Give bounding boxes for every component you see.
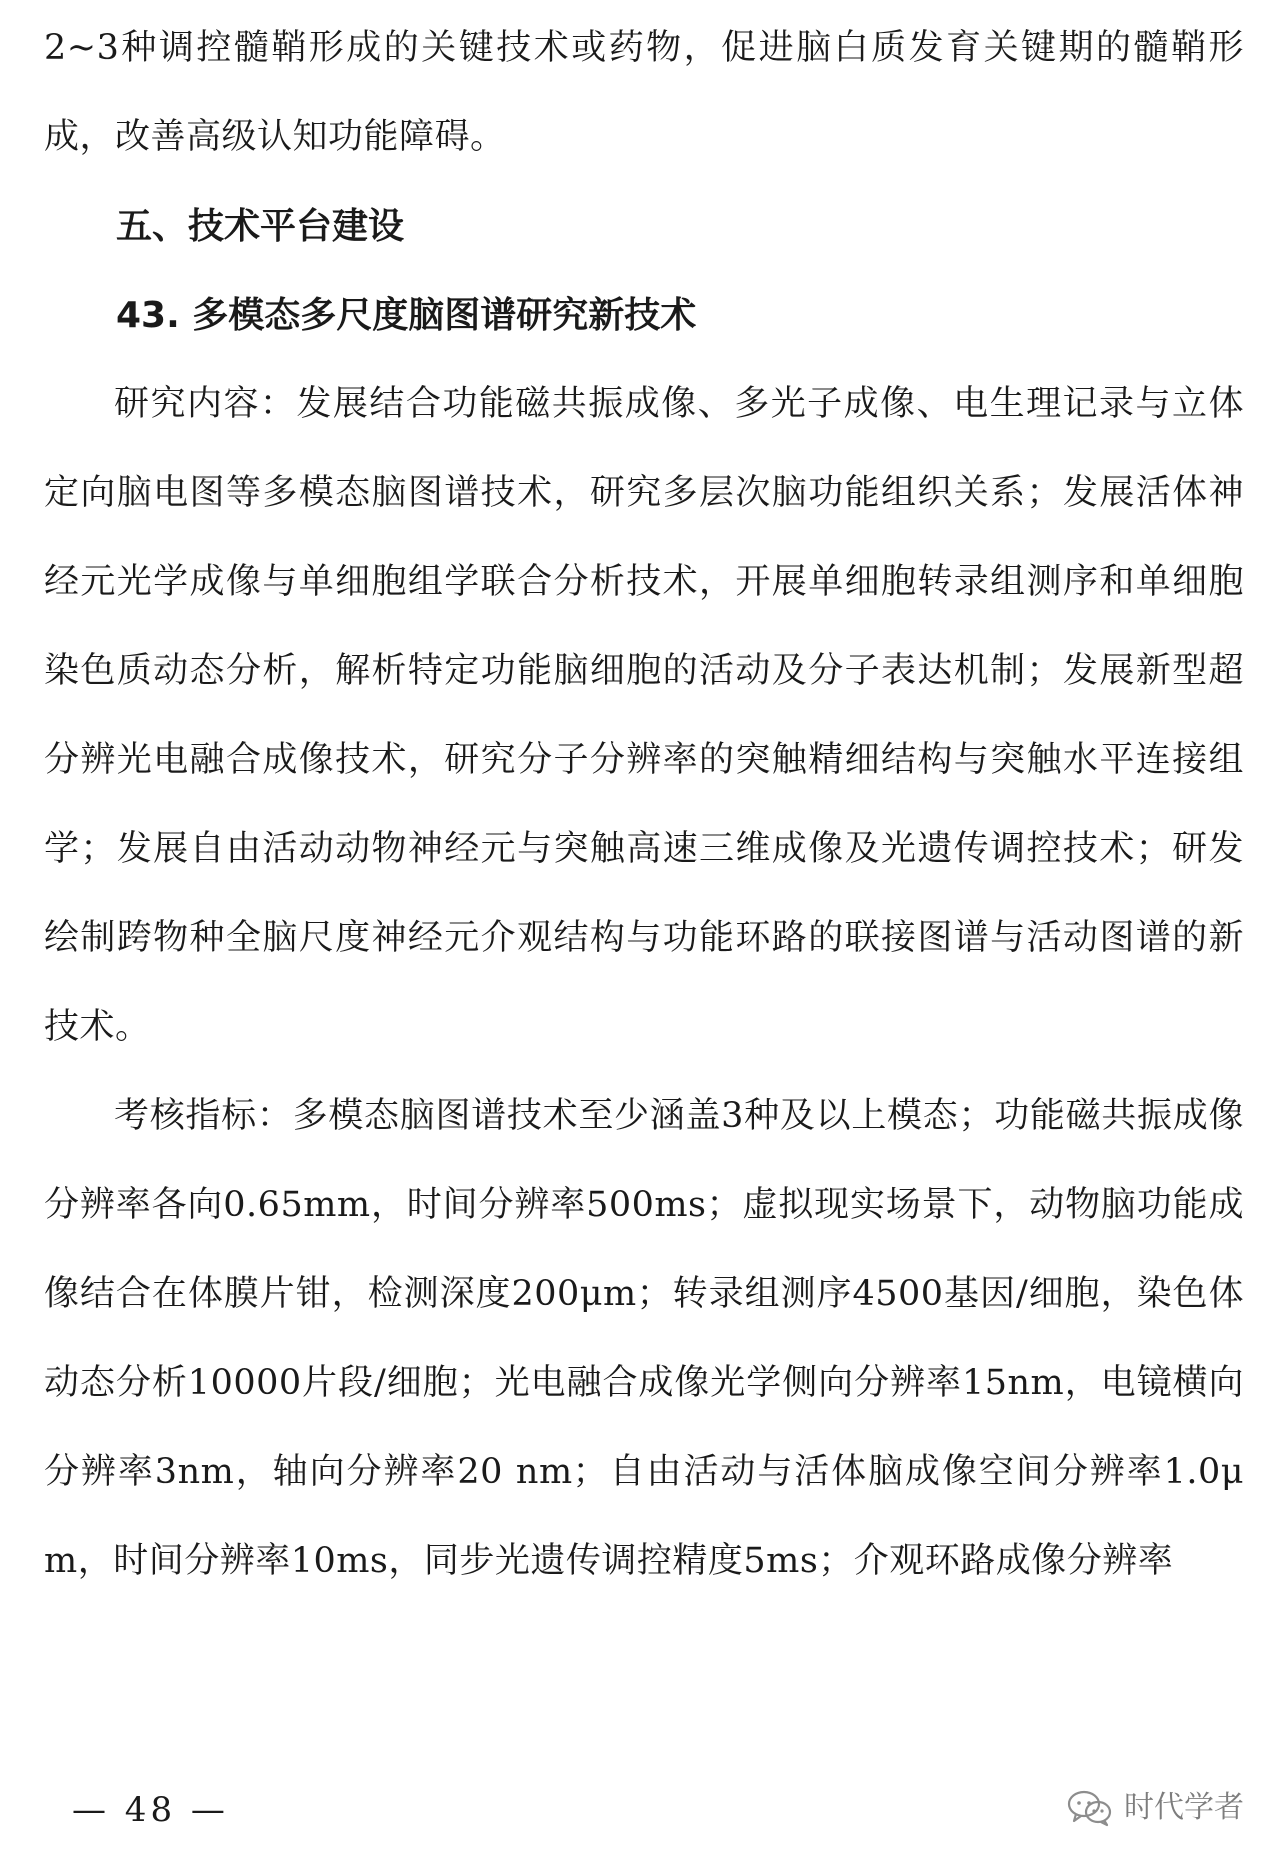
watermark-text: 时代学者 (1124, 1790, 1244, 1825)
paragraph-continuation: 2~3种调控髓鞘形成的关键技术或药物，促进脑白质发育关键期的髓鞘形成，改善高级认知功能障碍。 (44, 28, 1244, 157)
section-heading: 五、技术平台建设 (116, 206, 405, 247)
wechat-watermark (1066, 1788, 1244, 1828)
body-text (44, 4, 1244, 1606)
page-number: — 48 — (72, 1790, 229, 1830)
research-content-paragraph: 研究内容：发展结合功能磁共振成像、多光子成像、电生理记录与立体定向脑电图等多模态脑图谱技术，研究多层次脑功能组织关系；发展活体神经元光学成像与单细胞组学联合分析技术，开展单细胞转录组测序和单细胞染色质动态分析，解析特定功能脑细胞的活动及分子表达机制；发展新型超分辨光电融合成像技术，研究分子分辨率的突触精细结构与突触水平连接组学；发展自由活动动物神经元与突触高速三维成像及光遗传调控技术；研发绘制跨物种全脑尺度神经元介观结构与功能环路的联接图谱与活动图谱的新技术。 (44, 384, 1244, 1047)
page-footer (0, 1760, 1280, 1853)
assessment-indicators-paragraph: 考核指标：多模态脑图谱技术至少涵盖3种及以上模态；功能磁共振成像分辨率各向0.65mm，时间分辨率500ms；虚拟现实场景下，动物脑功能成像结合在体膜片钳，检测深度200μm；转录组测序4500基因/细胞，染色体动态分析10000片段/细胞；光电融合成像光学侧向分辨率15nm，电镜横向分辨率3nm，轴向分辨率20 nm；自由活动与活体脑成像空间分辨率1.0μm，时间分辨率10ms，同步光遗传调控精度5ms；介观环路成像分辨率 (44, 1096, 1244, 1581)
wechat-icon (1066, 1788, 1114, 1828)
item-heading: 43. 多模态多尺度脑图谱研究新技术 (116, 295, 697, 336)
